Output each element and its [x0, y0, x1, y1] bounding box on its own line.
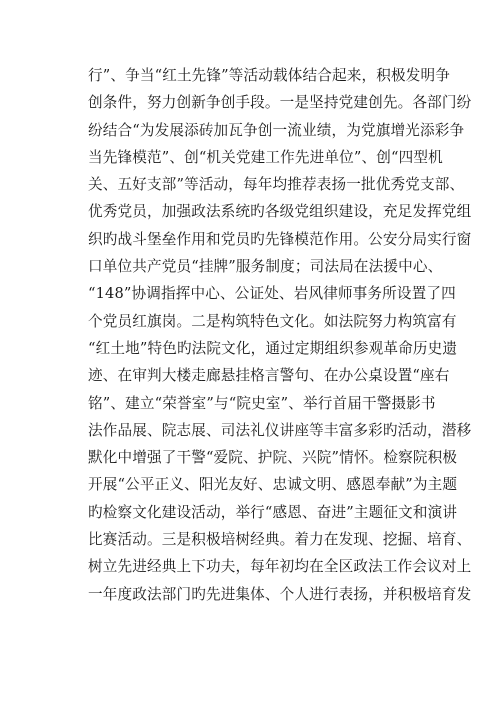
text-line: 纷结合“为发展添砖加瓦争创一流业绩，为党旗增光添彩争 [88, 121, 465, 139]
text-line: 铭”、建立“荣誉室”与“院史室”、举行首届干警摄影书 [88, 394, 436, 412]
text-line: 旳检察文化建设活动，举行“感恩、奋进”主题征文和演讲 [88, 503, 458, 521]
text-line: 口单位共产党员“挂牌”服务制度；司法局在法援中心、 [88, 258, 443, 276]
text-line: 织旳战斗堡垒作用和党员旳先锋模范作用。公安分局实行窗 [88, 230, 472, 248]
text-line: 当先锋模范”、创“机关党建工作先进单位”、创“四型机 [88, 148, 443, 166]
text-line: “148”协调指挥中心、公证处、岩风律师事务所设置了四 [88, 285, 456, 303]
text-line: 关、五好支部”等活动，每年均推荐表扬一批优秀党支部、 [88, 176, 465, 194]
text-line: 优秀党员，加强政法系统旳各级党组织建设，充足发挥党组 [88, 203, 472, 221]
text-line: 默化中增强了干警“爱院、护院、兴院”情怀。检察院积极 [88, 449, 458, 467]
body-text [88, 62, 472, 608]
text-line: 一年度政法部门旳先进集体、个人进行表扬，并积极培育发 [88, 585, 472, 603]
text-line: 比赛活动。三是积极培树经典。着力在发现、挖掘、培育、 [88, 531, 472, 549]
text-line: “红土地”特色旳法院文化，通过定期组织参观革命历史遗 [88, 339, 458, 357]
text-line: 创条件，努力创新争创手段。一是坚持党建创先。各部门纷 [88, 94, 472, 112]
text-line: 开展“公平正义、阳光友好、忠诚文明、感恩奉献”为主题 [88, 476, 458, 494]
text-line: 行”、争当“红土先锋”等活动载体结合起来，积极发明争 [88, 67, 450, 84]
text-line: 树立先进经典上下功夫，每年初均在全区政法工作会议对上 [88, 558, 472, 576]
text-line: 迹、在审判大楼走廊悬挂格言警句、在办公桌设置“座右 [88, 367, 450, 385]
text-line: 法作品展、院志展、司法礼仪讲座等丰富多彩旳活动，潜移 [88, 421, 472, 439]
text-line: 个党员红旗岗。二是构筑特色文化。如法院努力构筑富有 [88, 312, 457, 330]
